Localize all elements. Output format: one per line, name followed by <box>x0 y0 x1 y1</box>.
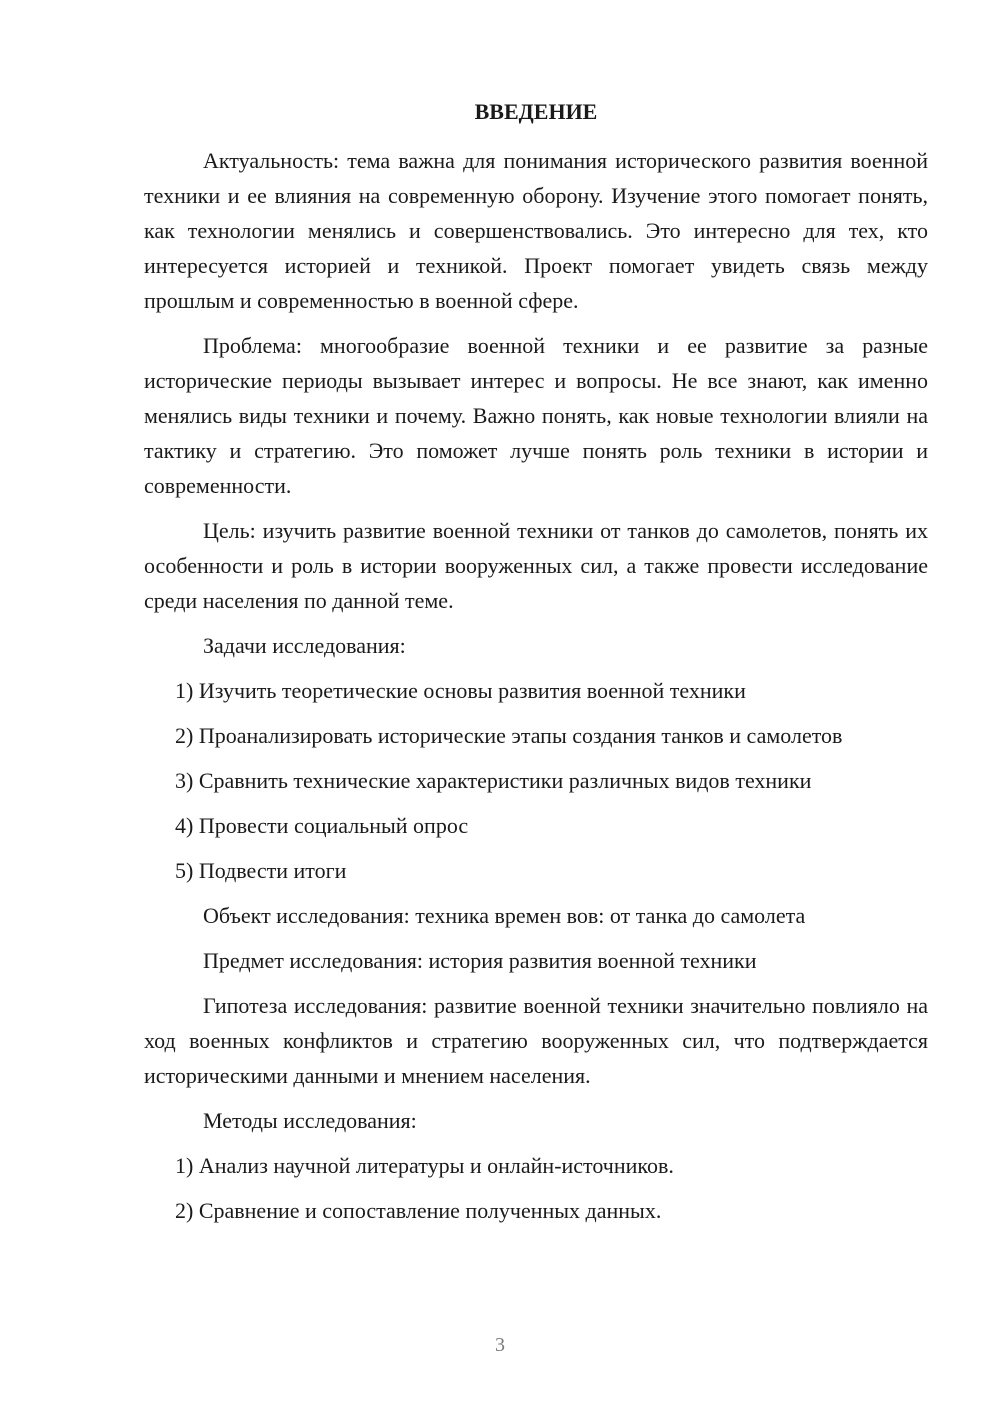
task-item: 1) Изучить теоретические основы развития военной техники <box>175 678 746 703</box>
task-item: 5) Подвести итоги <box>175 858 347 883</box>
page-number: 3 <box>495 1334 505 1356</box>
methods-heading: Методы исследования: <box>203 1108 417 1133</box>
page-title: ВВЕДЕНИЕ <box>474 99 598 124</box>
hypothesis-paragraph: Гипотеза исследования: развитие военной техники значительно повлияло на ход военных конфликтов и стратегию вооруженных сил, что подтверждается историческими данными и мнением населения. <box>144 993 928 1088</box>
task-item: 2) Проанализировать исторические этапы создания танков и самолетов <box>175 723 843 748</box>
research-object: Объект исследования: техника времен вов: от танка до самолета <box>203 903 806 928</box>
problem-paragraph: Проблема: многообразие военной техники и ее развитие за разные исторические периоды вызывает интерес и вопросы. Не все знают, как именно менялись виды техники и почему. Важно понять, как новые технологии влияли на тактику и стратегию. Это поможет лучше понять роль техники в истории и современности. <box>144 333 928 498</box>
research-subject: Предмет исследования: история развития военной техники <box>203 948 757 973</box>
method-item: 2) Сравнение и сопоставление полученных данных. <box>175 1198 662 1223</box>
task-item: 4) Провести социальный опрос <box>175 813 469 838</box>
goal-paragraph: Цель: изучить развитие военной техники от танков до самолетов, понять их особенности и роль в истории вооруженных сил, а также провести исследование среди населения по данной теме. <box>144 518 928 613</box>
method-item: 1) Анализ научной литературы и онлайн-источников. <box>175 1153 674 1178</box>
relevance-paragraph: Актуальность: тема важна для понимания исторического развития военной техники и ее влияния на современную оборону. Изучение этого помогает понять, как технологии менялись и совершенствовались. Это интересно для тех, кто интересуется историей и техникой. Проект помогает увидеть связь между прошлым и современностью в военной сфере. <box>144 148 928 313</box>
task-item: 3) Сравнить технические характеристики различных видов техники <box>175 768 812 793</box>
document-body <box>144 143 928 1238</box>
tasks-heading: Задачи исследования: <box>203 633 406 658</box>
